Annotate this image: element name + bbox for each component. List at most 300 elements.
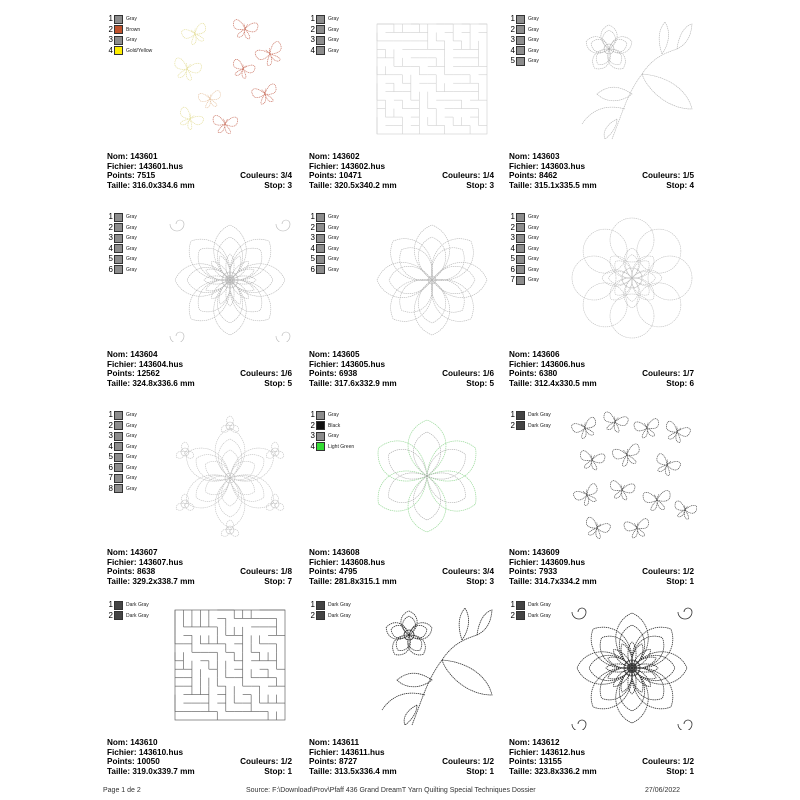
color-swatch xyxy=(114,601,123,610)
color-number: 4 xyxy=(310,243,315,253)
color-swatch-row xyxy=(107,254,137,264)
color-name: Dark Gray xyxy=(528,412,551,418)
design-points-colors: Points: 7515 Couleurs: 3/4 xyxy=(107,171,292,180)
color-swatch-row xyxy=(309,46,339,56)
design-motif xyxy=(367,600,497,730)
color-list xyxy=(107,212,137,275)
design-size-stop: Taille: 312.4x330.5 mm Stop: 6 xyxy=(509,378,694,388)
design-info xyxy=(509,738,694,776)
color-swatch xyxy=(516,57,525,66)
page-number: Page 1 de 2 xyxy=(103,787,141,794)
color-name: Gray xyxy=(126,224,137,231)
color-number: 6 xyxy=(108,462,113,472)
color-list xyxy=(509,212,539,286)
color-swatch-row xyxy=(309,14,339,24)
design-points-colors: Points: 10471 Couleurs: 1/4 xyxy=(309,171,494,180)
color-swatch-row xyxy=(309,442,354,452)
design-info xyxy=(107,548,292,586)
color-swatch-row xyxy=(107,46,152,56)
color-number: 3 xyxy=(510,35,515,44)
color-swatch xyxy=(316,213,325,222)
color-swatch xyxy=(516,244,525,253)
color-swatch-row xyxy=(107,431,137,441)
design-points-colors: Points: 10050 Couleurs: 1/2 xyxy=(107,757,292,766)
color-swatch xyxy=(516,234,525,243)
color-number: 1 xyxy=(510,212,515,221)
color-swatch-row xyxy=(309,421,354,431)
color-number: 3 xyxy=(108,431,113,440)
color-name: Black xyxy=(328,422,341,429)
design-file: Fichier: 143605.hus xyxy=(309,359,385,369)
color-number: 7 xyxy=(510,275,515,284)
design-name: Nom: 143611 xyxy=(309,738,360,747)
color-number: 5 xyxy=(310,254,315,263)
design-name: Nom: 143604 xyxy=(107,350,158,359)
design-motif xyxy=(165,14,295,144)
color-number: 1 xyxy=(310,212,315,221)
color-swatch-row xyxy=(509,611,551,621)
design-file: Fichier: 143612.hus xyxy=(509,747,585,757)
design-name: Nom: 143603 xyxy=(509,152,560,161)
design-size-stop: Taille: 314.7x334.2 mm Stop: 1 xyxy=(509,576,694,586)
color-number: 1 xyxy=(108,14,113,23)
color-number: 6 xyxy=(310,264,315,274)
design-card xyxy=(107,410,307,600)
design-card xyxy=(309,14,509,204)
color-number: 2 xyxy=(510,222,515,232)
color-swatch-row xyxy=(107,442,137,452)
color-number: 1 xyxy=(310,600,315,609)
design-name: Nom: 143607 xyxy=(107,548,158,557)
color-swatch xyxy=(316,601,325,610)
color-swatch xyxy=(114,234,123,243)
color-swatch xyxy=(316,244,325,253)
design-name: Nom: 143606 xyxy=(509,350,560,359)
color-number: 2 xyxy=(108,420,113,430)
color-list xyxy=(509,14,539,67)
color-swatch-row xyxy=(509,421,551,431)
color-name: Gray xyxy=(328,224,339,231)
color-number: 3 xyxy=(510,233,515,242)
color-swatch-row xyxy=(107,463,137,473)
design-info xyxy=(309,548,494,586)
color-name: Dark Gray xyxy=(328,612,351,619)
design-card xyxy=(107,600,307,790)
color-name: Gray xyxy=(328,37,339,43)
design-card xyxy=(509,14,709,204)
color-swatch-row xyxy=(509,410,551,420)
color-swatch xyxy=(516,255,525,264)
color-swatch xyxy=(516,421,525,430)
color-number: 4 xyxy=(108,441,113,451)
color-swatch-row xyxy=(107,244,137,254)
design-size-stop: Taille: 323.8x336.2 mm Stop: 1 xyxy=(509,766,694,776)
design-motif xyxy=(567,14,697,144)
color-swatch xyxy=(114,213,123,222)
color-list xyxy=(309,410,354,452)
color-list xyxy=(509,410,551,431)
color-name: Gray xyxy=(328,26,339,33)
design-motif xyxy=(367,410,497,540)
design-file: Fichier: 143611.hus xyxy=(309,747,385,757)
color-number: 2 xyxy=(510,610,515,620)
design-file: Fichier: 143610.hus xyxy=(107,747,183,757)
color-number: 2 xyxy=(310,420,315,430)
color-number: 4 xyxy=(108,45,113,55)
color-name: Gray xyxy=(126,245,137,252)
color-number: 4 xyxy=(510,243,515,253)
color-list xyxy=(107,14,152,56)
color-swatch xyxy=(114,15,123,24)
color-number: 2 xyxy=(510,24,515,34)
color-swatch-row xyxy=(107,410,137,420)
color-swatch xyxy=(316,432,325,441)
color-swatch xyxy=(114,421,123,430)
color-swatch xyxy=(114,223,123,232)
color-swatch xyxy=(516,265,525,274)
color-swatch xyxy=(114,484,123,493)
color-number: 4 xyxy=(310,45,315,55)
color-number: 1 xyxy=(108,410,113,419)
color-swatch-row xyxy=(107,35,152,45)
color-name: Gray xyxy=(126,485,137,492)
color-name: Gray xyxy=(528,277,539,283)
design-file: Fichier: 143603.hus xyxy=(509,161,585,171)
color-number: 2 xyxy=(108,222,113,232)
color-swatch xyxy=(114,611,123,620)
design-file: Fichier: 143606.hus xyxy=(509,359,585,369)
color-swatch xyxy=(316,265,325,274)
design-name: Nom: 143610 xyxy=(107,738,158,747)
color-number: 3 xyxy=(310,233,315,242)
color-swatch-row xyxy=(509,244,539,254)
color-swatch xyxy=(516,276,525,285)
color-list xyxy=(107,600,149,621)
color-name: Gray xyxy=(528,26,539,33)
color-swatch-row xyxy=(107,473,137,483)
color-swatch-row xyxy=(107,421,137,431)
color-swatch xyxy=(114,265,123,274)
color-swatch-row xyxy=(309,600,351,610)
design-card xyxy=(107,212,307,402)
color-swatch-row xyxy=(309,254,339,264)
color-number: 2 xyxy=(108,24,113,34)
color-swatch xyxy=(316,223,325,232)
color-list xyxy=(309,14,339,56)
color-name: Dark Gray xyxy=(126,612,149,619)
color-swatch xyxy=(516,15,525,24)
color-swatch xyxy=(316,411,325,420)
color-number: 3 xyxy=(108,233,113,242)
color-swatch-row xyxy=(309,212,339,222)
color-name: Gray xyxy=(126,214,137,220)
embroidery-preview xyxy=(367,410,497,540)
design-card xyxy=(107,14,307,204)
color-swatch xyxy=(316,611,325,620)
color-name: Gray xyxy=(126,235,137,241)
design-motif xyxy=(165,212,295,342)
design-card xyxy=(509,600,709,790)
embroidery-preview xyxy=(567,410,697,540)
color-swatch-row xyxy=(107,611,149,621)
color-name: Gray xyxy=(528,16,539,22)
color-list xyxy=(309,212,339,275)
color-swatch-row xyxy=(309,223,339,233)
design-info xyxy=(309,738,494,776)
design-size-stop: Taille: 324.8x336.6 mm Stop: 5 xyxy=(107,378,292,388)
color-number: 6 xyxy=(510,264,515,274)
embroidery-preview xyxy=(567,600,697,730)
color-name: Gray xyxy=(126,433,137,439)
design-points-colors: Points: 8638 Couleurs: 1/8 xyxy=(107,567,292,576)
color-name: Light Green xyxy=(328,443,355,450)
color-name: Gray xyxy=(328,16,339,22)
color-swatch xyxy=(316,46,325,55)
color-name: Dark Gray xyxy=(328,602,351,608)
color-number: 1 xyxy=(310,410,315,419)
color-swatch xyxy=(316,15,325,24)
color-number: 8 xyxy=(108,483,113,493)
color-name: Gold/Yellow xyxy=(126,47,153,54)
color-number: 7 xyxy=(108,473,113,482)
design-name: Nom: 143601 xyxy=(107,152,158,161)
color-number: 2 xyxy=(310,222,315,232)
color-swatch-row xyxy=(509,14,539,24)
embroidery-preview xyxy=(367,600,497,730)
color-name: Gray xyxy=(528,37,539,43)
color-list xyxy=(309,600,351,621)
design-motif xyxy=(165,410,295,540)
color-number: 5 xyxy=(510,56,515,65)
color-swatch-row xyxy=(509,35,539,45)
design-info xyxy=(309,350,494,388)
color-name: Gray xyxy=(126,16,137,22)
color-number: 6 xyxy=(108,264,113,274)
color-number: 5 xyxy=(108,452,113,461)
design-motif xyxy=(367,212,497,342)
color-swatch-row xyxy=(509,212,539,222)
color-name: Gray xyxy=(126,454,137,460)
color-number: 3 xyxy=(310,35,315,44)
design-name: Nom: 143602 xyxy=(309,152,360,161)
design-card xyxy=(309,410,509,600)
embroidery-preview xyxy=(165,14,295,144)
design-points-colors: Points: 7933 Couleurs: 1/2 xyxy=(509,567,694,576)
design-motif xyxy=(367,14,497,144)
color-name: Dark Gray xyxy=(126,602,149,608)
color-number: 1 xyxy=(108,600,113,609)
color-swatch xyxy=(114,255,123,264)
design-points-colors: Points: 8462 Couleurs: 1/5 xyxy=(509,171,694,180)
color-number: 1 xyxy=(510,14,515,23)
color-name: Gray xyxy=(328,214,339,220)
design-file: Fichier: 143608.hus xyxy=(309,557,385,567)
embroidery-preview xyxy=(165,410,295,540)
color-name: Gray xyxy=(126,475,137,481)
color-swatch xyxy=(516,46,525,55)
color-swatch-row xyxy=(107,600,149,610)
color-swatch xyxy=(114,432,123,441)
design-points-colors: Points: 13155 Couleurs: 1/2 xyxy=(509,757,694,766)
color-list xyxy=(509,600,551,621)
color-name: Gray xyxy=(328,266,339,273)
color-name: Gray xyxy=(328,433,339,439)
design-card xyxy=(309,600,509,790)
design-size-stop: Taille: 313.5x336.4 mm Stop: 1 xyxy=(309,766,494,776)
embroidery-preview xyxy=(367,212,497,342)
design-points-colors: Points: 12562 Couleurs: 1/6 xyxy=(107,369,292,378)
color-swatch-row xyxy=(509,275,539,285)
color-name: Gray xyxy=(528,58,539,64)
color-swatch-row xyxy=(107,233,137,243)
design-motif xyxy=(567,410,697,540)
color-name: Gray xyxy=(528,235,539,241)
color-swatch xyxy=(316,421,325,430)
design-card xyxy=(509,212,709,402)
color-swatch-row xyxy=(107,265,137,275)
color-number: 4 xyxy=(510,45,515,55)
design-file: Fichier: 143607.hus xyxy=(107,557,183,567)
color-number: 3 xyxy=(108,35,113,44)
embroidery-preview xyxy=(367,14,497,144)
color-swatch xyxy=(516,601,525,610)
color-swatch xyxy=(516,411,525,420)
color-swatch-row xyxy=(509,56,539,66)
color-name: Gray xyxy=(528,266,539,273)
color-number: 1 xyxy=(510,410,515,419)
color-name: Gray xyxy=(126,412,137,418)
color-swatch-row xyxy=(509,46,539,56)
color-name: Gray xyxy=(328,235,339,241)
embroidery-preview xyxy=(165,212,295,342)
color-name: Gray xyxy=(528,47,539,54)
color-swatch-row xyxy=(309,265,339,275)
color-swatch xyxy=(316,36,325,45)
color-swatch-row xyxy=(509,223,539,233)
color-number: 2 xyxy=(108,610,113,620)
color-swatch-row xyxy=(107,223,137,233)
color-swatch xyxy=(114,442,123,451)
color-swatch xyxy=(516,611,525,620)
color-swatch-row xyxy=(309,410,354,420)
color-swatch xyxy=(114,244,123,253)
color-name: Gray xyxy=(126,37,137,43)
design-info xyxy=(509,548,694,586)
color-name: Brown xyxy=(126,26,141,33)
color-swatch-row xyxy=(509,254,539,264)
color-name: Gray xyxy=(126,266,137,273)
color-swatch xyxy=(516,213,525,222)
color-swatch xyxy=(114,25,123,34)
color-swatch-row xyxy=(309,431,354,441)
color-number: 5 xyxy=(510,254,515,263)
color-number: 1 xyxy=(108,212,113,221)
color-swatch-row xyxy=(509,265,539,275)
design-size-stop: Taille: 319.0x339.7 mm Stop: 1 xyxy=(107,766,292,776)
color-number: 2 xyxy=(310,24,315,34)
page-footer xyxy=(0,787,800,799)
color-swatch-row xyxy=(309,244,339,254)
color-swatch xyxy=(114,36,123,45)
color-swatch xyxy=(516,36,525,45)
color-name: Gray xyxy=(126,464,137,471)
color-swatch-row xyxy=(107,452,137,462)
design-name: Nom: 143608 xyxy=(309,548,360,557)
design-name: Nom: 143612 xyxy=(509,738,560,747)
design-card xyxy=(509,410,709,600)
color-name: Gray xyxy=(528,214,539,220)
color-name: Dark Gray xyxy=(528,602,551,608)
design-name: Nom: 143605 xyxy=(309,350,360,359)
print-date: 27/06/2022 xyxy=(645,787,681,794)
color-swatch xyxy=(114,474,123,483)
color-number: 1 xyxy=(510,600,515,609)
color-swatch xyxy=(316,442,325,451)
design-size-stop: Taille: 315.1x335.5 mm Stop: 4 xyxy=(509,180,694,190)
design-motif xyxy=(567,600,697,730)
design-motif xyxy=(567,212,697,342)
color-number: 2 xyxy=(310,610,315,620)
design-info xyxy=(309,152,494,190)
design-size-stop: Taille: 281.8x315.1 mm Stop: 3 xyxy=(309,576,494,586)
design-size-stop: Taille: 329.2x338.7 mm Stop: 7 xyxy=(107,576,292,586)
color-name: Gray xyxy=(328,245,339,252)
color-list xyxy=(107,410,137,494)
color-swatch xyxy=(114,411,123,420)
source-path: Source: F:\Download\Prov\Pfaff 436 Grand DreamT Yarn Quilting Special Techniques Dossier xyxy=(246,787,536,794)
color-name: Gray xyxy=(328,47,339,54)
color-swatch-row xyxy=(107,212,137,222)
color-number: 4 xyxy=(310,441,315,451)
color-number: 3 xyxy=(310,431,315,440)
embroidery-preview xyxy=(567,212,697,342)
color-swatch-row xyxy=(309,25,339,35)
color-name: Gray xyxy=(126,422,137,429)
color-name: Gray xyxy=(528,245,539,252)
design-motif xyxy=(165,600,295,730)
color-swatch xyxy=(316,25,325,34)
color-swatch-row xyxy=(309,233,339,243)
color-swatch-row xyxy=(509,233,539,243)
color-swatch-row xyxy=(309,35,339,45)
design-info xyxy=(107,738,292,776)
color-number: 5 xyxy=(108,254,113,263)
color-name: Gray xyxy=(528,256,539,262)
color-swatch-row xyxy=(309,611,351,621)
design-name: Nom: 143609 xyxy=(509,548,560,557)
color-number: 4 xyxy=(108,243,113,253)
design-size-stop: Taille: 320.5x340.2 mm Stop: 3 xyxy=(309,180,494,190)
color-number: 2 xyxy=(510,420,515,430)
design-points-colors: Points: 8727 Couleurs: 1/2 xyxy=(309,757,494,766)
color-swatch-row xyxy=(509,25,539,35)
color-swatch xyxy=(114,453,123,462)
design-card xyxy=(309,212,509,402)
color-swatch-row xyxy=(509,600,551,610)
color-swatch-row xyxy=(107,14,152,24)
design-info xyxy=(107,152,292,190)
color-swatch xyxy=(316,234,325,243)
color-name: Gray xyxy=(328,412,339,418)
design-file: Fichier: 143601.hus xyxy=(107,161,183,171)
design-size-stop: Taille: 317.6x332.9 mm Stop: 5 xyxy=(309,378,494,388)
design-size-stop: Taille: 316.0x334.6 mm Stop: 3 xyxy=(107,180,292,190)
color-name: Gray xyxy=(126,256,137,262)
color-name: Dark Gray xyxy=(528,612,551,619)
color-swatch-row xyxy=(107,25,152,35)
color-swatch xyxy=(516,25,525,34)
embroidery-preview xyxy=(567,14,697,144)
